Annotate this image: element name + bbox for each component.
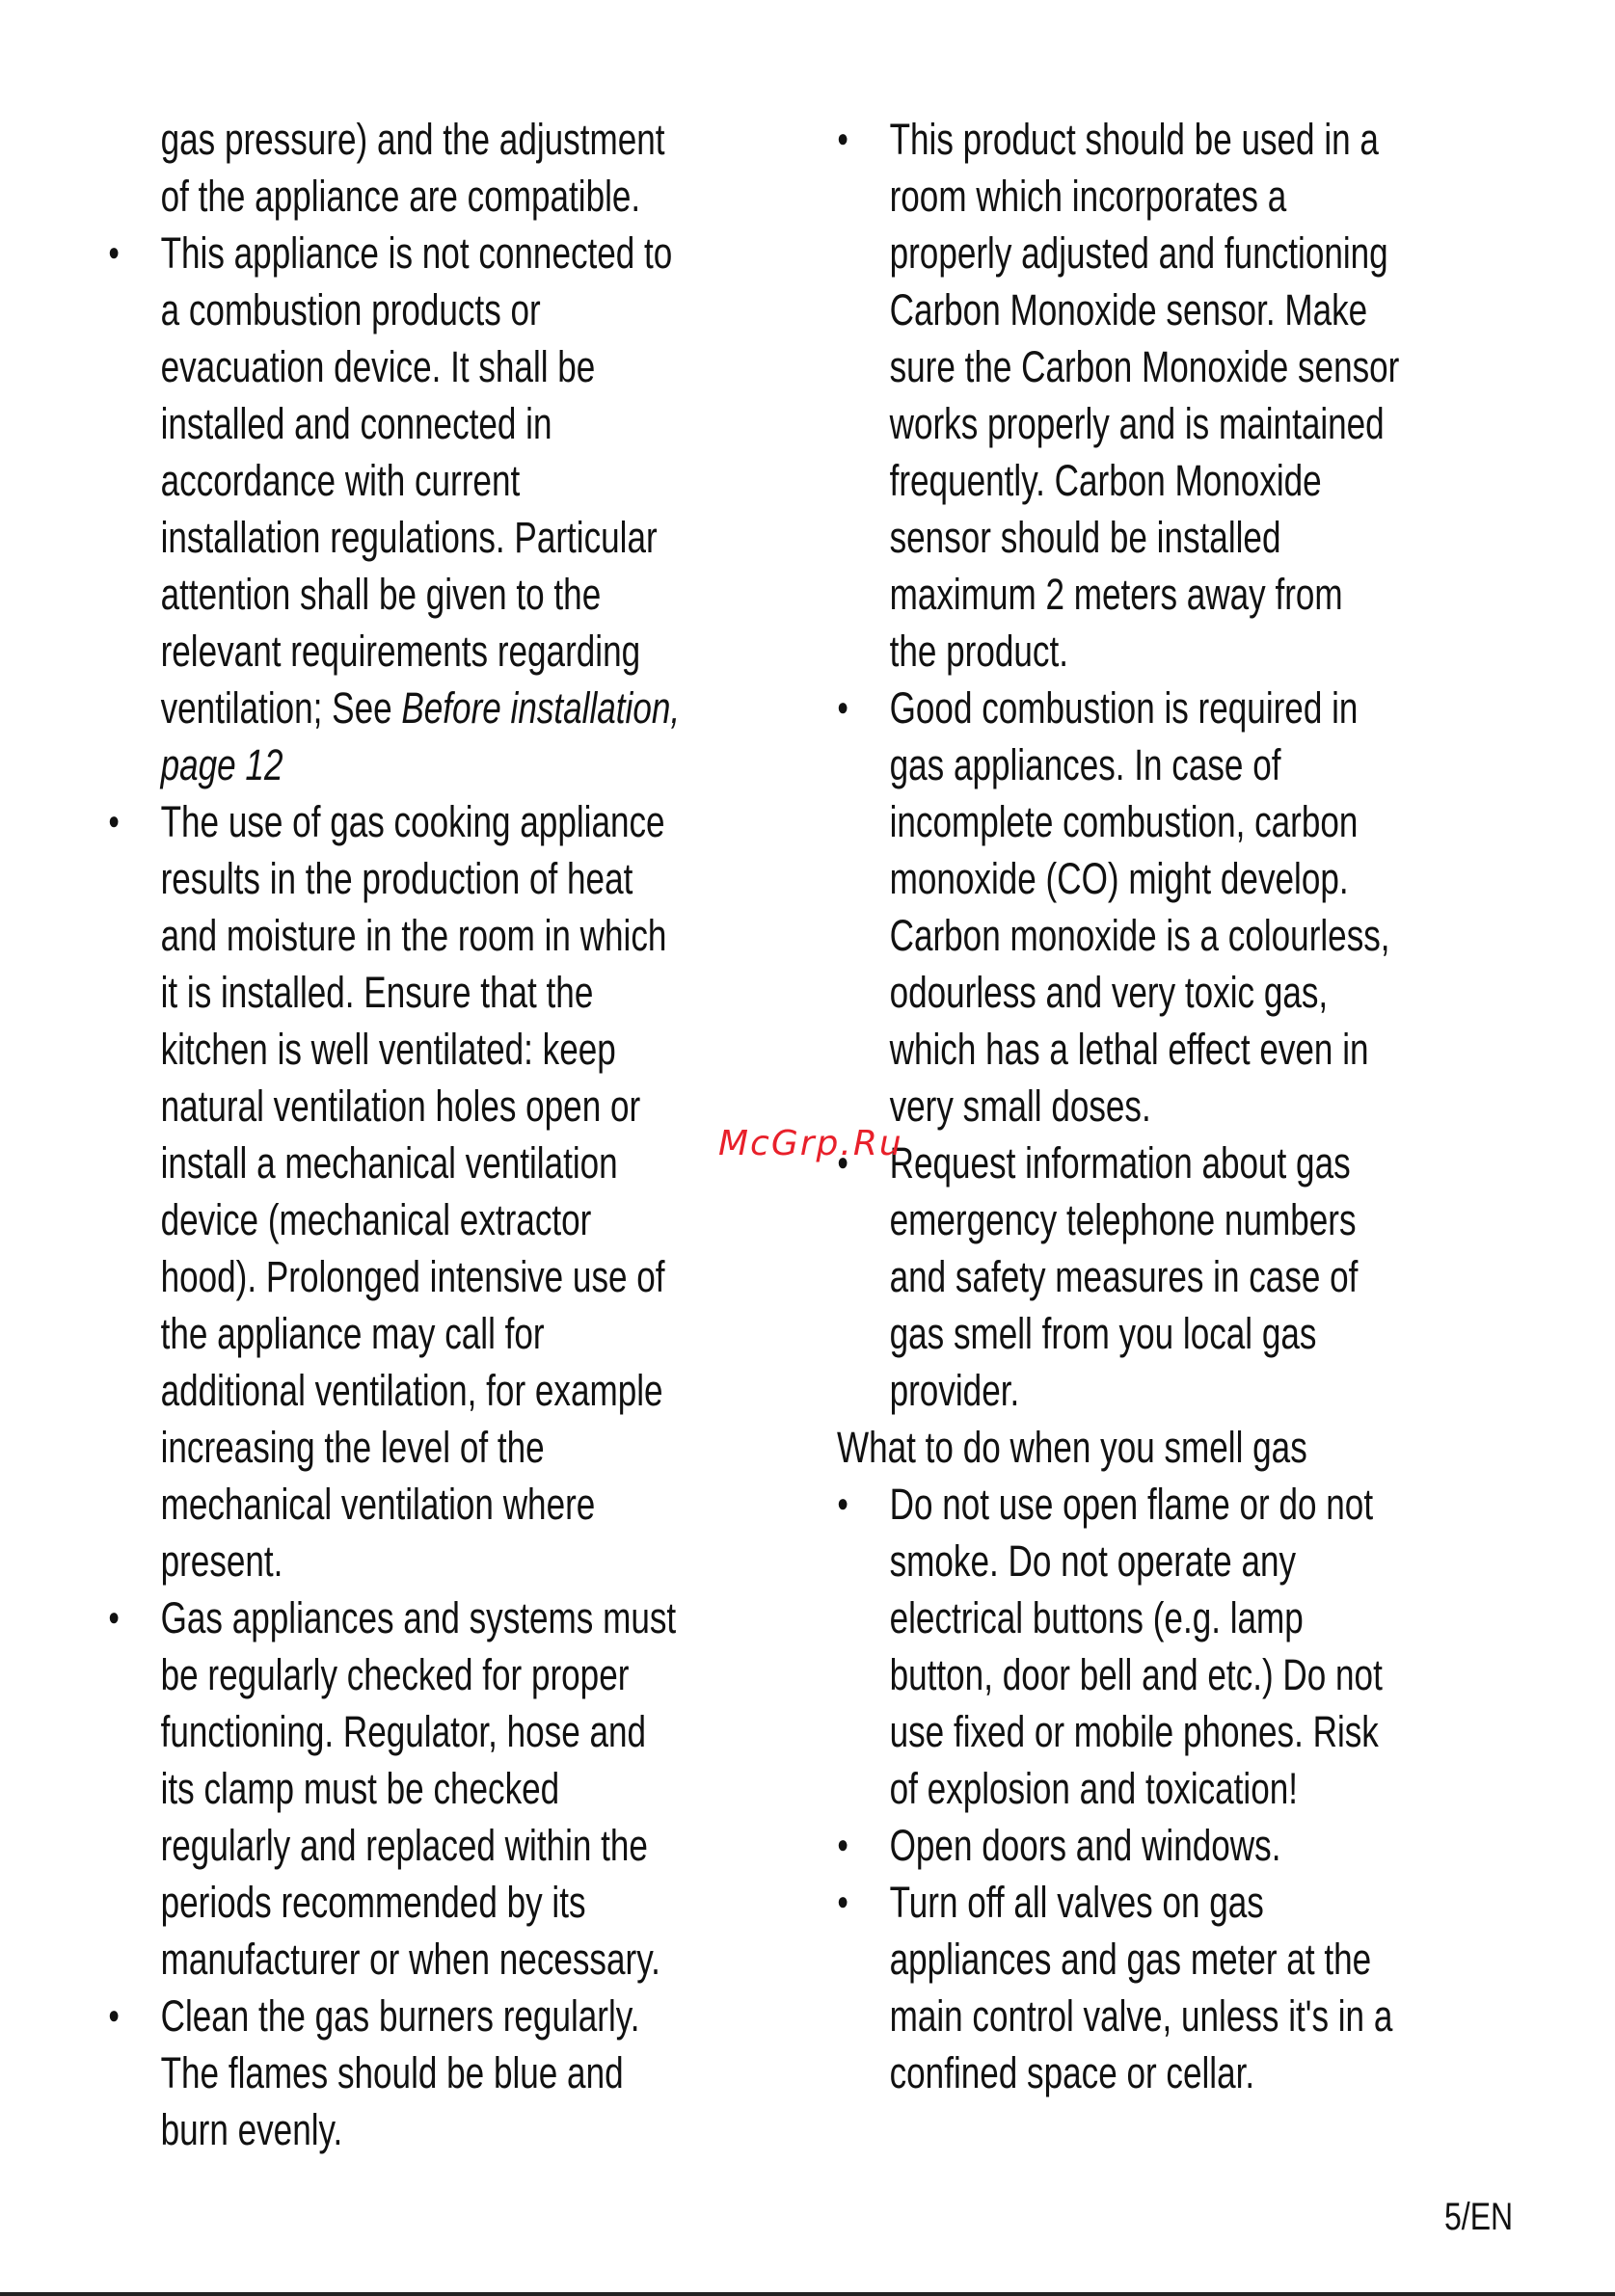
text-line: frequently. Carbon Monoxide xyxy=(889,456,1322,505)
text-line: very small doses. xyxy=(889,1081,1151,1131)
bullet-item xyxy=(108,1988,755,2158)
text-line: installation regulations. Particular xyxy=(160,513,658,562)
reference-link-text: Before installation, xyxy=(401,683,681,733)
text-line: The flames should be blue and xyxy=(160,2048,624,2097)
text-line: functioning. Regulator, hose and xyxy=(160,1707,647,1756)
text-line: Turn off all valves on gas xyxy=(889,1878,1264,1927)
text-line: and moisture in the room in which xyxy=(160,911,667,960)
bullet-item xyxy=(108,225,755,793)
text-line: hood). Prolonged intensive use of xyxy=(160,1252,665,1301)
text-line: the product. xyxy=(889,627,1068,676)
text-line: and safety measures in case of xyxy=(889,1252,1359,1301)
text-line: present. xyxy=(160,1536,283,1586)
text-line: This product should be used in a xyxy=(889,115,1379,164)
bullet-icon xyxy=(108,225,138,288)
text-line: This appliance is not connected to xyxy=(160,228,673,278)
text-line: confined space or cellar. xyxy=(889,2048,1255,2097)
text-line: results in the production of heat xyxy=(160,854,633,903)
text-line: Good combustion is required in xyxy=(889,683,1359,733)
text-line: Request information about gas xyxy=(889,1138,1351,1188)
text-line: use fixed or mobile phones. Risk xyxy=(889,1707,1379,1756)
text-line: gas smell from you local gas xyxy=(889,1309,1317,1358)
text-line: Carbon monoxide is a colourless, xyxy=(889,911,1390,960)
text-line: regularly and replaced within the xyxy=(160,1821,648,1870)
text-line: properly adjusted and functioning xyxy=(889,228,1388,278)
text-line: kitchen is well ventilated: keep xyxy=(160,1025,616,1074)
text-line: Carbon Monoxide sensor. Make xyxy=(889,285,1368,334)
bullet-item xyxy=(837,680,1484,1135)
bullet-icon xyxy=(108,1988,138,2051)
text-line: manufacturer or when necessary. xyxy=(160,1935,660,1984)
text-line: additional ventilation, for example xyxy=(160,1366,663,1415)
text-line: mechanical ventilation where xyxy=(160,1480,596,1529)
text-line: of the appliance are compatible. xyxy=(160,172,641,221)
bullet-icon xyxy=(837,680,867,743)
text-line: device (mechanical extractor xyxy=(160,1195,592,1244)
text-line: appliances and gas meter at the xyxy=(889,1935,1372,1984)
text-line: smoke. Do not operate any xyxy=(889,1536,1297,1586)
bullet-icon xyxy=(837,1476,867,1539)
text-line: Open doors and windows. xyxy=(889,1821,1281,1870)
right-column xyxy=(837,111,1484,2101)
text-line: incomplete combustion, carbon xyxy=(889,797,1359,846)
text-line: room which incorporates a xyxy=(889,172,1287,221)
text-line: Do not use open flame or do not xyxy=(889,1480,1374,1529)
text-line: gas appliances. In case of xyxy=(889,740,1281,789)
text-line: main control valve, unless it's in a xyxy=(889,1991,1393,2041)
bullet-icon xyxy=(837,1874,867,1937)
text-line: monoxide (CO) might develop. xyxy=(889,854,1349,903)
text-line: The use of gas cooking appliance xyxy=(160,797,665,846)
right-bullet-list xyxy=(837,111,1484,1419)
text-line: be regularly checked for proper xyxy=(160,1650,630,1699)
bottom-rule xyxy=(0,2292,1615,2296)
text-line: burn evenly. xyxy=(160,2105,343,2154)
reference-page-text: page 12 xyxy=(160,740,283,789)
bullet-icon xyxy=(837,1817,867,1881)
page-number: 5/EN xyxy=(1444,2196,1514,2238)
bullet-item xyxy=(108,793,755,1589)
bullet-item xyxy=(837,1817,1484,1874)
bullet-item xyxy=(837,1476,1484,1817)
text-line: increasing the level of the xyxy=(160,1423,545,1472)
text-line: its clamp must be checked xyxy=(160,1764,560,1813)
left-bullet-list xyxy=(108,225,755,2158)
text-line: emergency telephone numbers xyxy=(889,1195,1357,1244)
text-line: periods recommended by its xyxy=(160,1878,586,1927)
text-line: odourless and very toxic gas, xyxy=(889,968,1329,1017)
reference-prefix: ventilation; See xyxy=(160,683,402,733)
text-line: maximum 2 meters away from xyxy=(889,570,1343,619)
text-line: evacuation device. It shall be xyxy=(160,342,596,391)
bullet-icon xyxy=(108,1589,138,1653)
text-line: gas pressure) and the adjustment xyxy=(160,115,665,164)
text-line: provider. xyxy=(889,1366,1020,1415)
watermark: McGrp.Ru xyxy=(718,1124,903,1163)
bullet-item xyxy=(837,1874,1484,2101)
text-line: accordance with current xyxy=(160,456,521,505)
bullet-item xyxy=(837,111,1484,680)
reference-line xyxy=(161,680,755,736)
text-line: which has a lethal effect even in xyxy=(889,1025,1369,1074)
bullet-icon xyxy=(108,793,138,857)
text-line: of explosion and toxication! xyxy=(889,1764,1299,1813)
text-line: sure the Carbon Monoxide sensor xyxy=(889,342,1400,391)
text-line: sensor should be installed xyxy=(889,513,1281,562)
text-line: the appliance may call for xyxy=(160,1309,545,1358)
bullet-item xyxy=(108,1589,755,1988)
smell-bullet-list xyxy=(837,1476,1484,2101)
text-line: natural ventilation holes open or xyxy=(160,1081,641,1131)
text-line: button, door bell and etc.) Do not xyxy=(889,1650,1383,1699)
text-line: it is installed. Ensure that the xyxy=(160,968,594,1017)
text-line: works properly and is maintained xyxy=(889,399,1385,448)
continuation-paragraph xyxy=(108,111,755,225)
text-line: attention shall be given to the xyxy=(160,570,602,619)
text-line: Clean the gas burners regularly. xyxy=(160,1991,640,2041)
text-line: install a mechanical ventilation xyxy=(160,1138,618,1188)
bullet-item xyxy=(837,1135,1484,1419)
text-line: installed and connected in xyxy=(160,399,552,448)
text-line: electrical buttons (e.g. lamp xyxy=(889,1593,1304,1642)
section-heading: What to do when you smell gas xyxy=(837,1423,1307,1472)
text-line: relevant requirements regarding xyxy=(160,627,641,676)
text-line: a combustion products or xyxy=(160,285,541,334)
text-line: Gas appliances and systems must xyxy=(160,1593,677,1642)
left-column xyxy=(108,111,755,2158)
bullet-icon xyxy=(837,111,867,174)
